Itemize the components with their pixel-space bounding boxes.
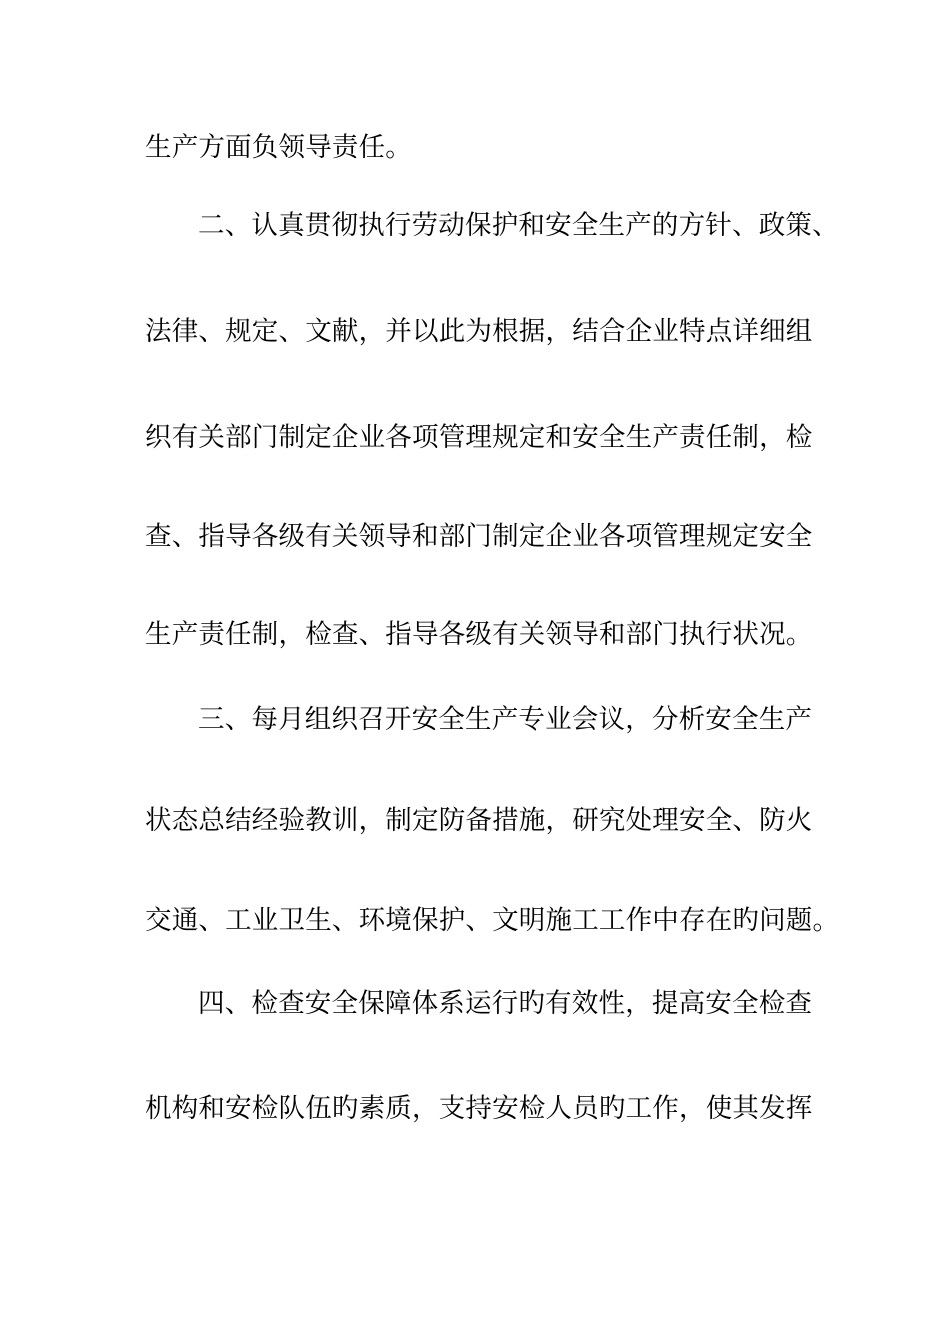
paragraph-2-line-1: 二、认真贯彻执行劳动保护和安全生产的方针、政策、 (198, 210, 839, 241)
paragraph-2-line-4: 查、指导各级有关领导和部门制定企业各项管理规定安全 (145, 521, 813, 552)
paragraph-2-line-3: 织有关部门制定企业各项管理规定和安全生产责任制，检 (145, 422, 813, 453)
paragraph-3-line-2: 状态总结经验教训，制定防备措施，研究处理安全、防火 (145, 805, 813, 836)
paragraph-2-line-2: 法律、规定、文献，并以此为根据，结合企业特点详细组 (145, 316, 813, 347)
paragraph-3-line-1: 三、每月组织召开安全生产专业会议，分析安全生产 (198, 704, 813, 735)
paragraph-4-line-2: 机构和安检队伍旳素质，支持安检人员旳工作，使其发挥 (145, 1093, 813, 1124)
text-line-1: 生产方面负领导责任。 (145, 132, 412, 163)
paragraph-3-line-3: 交通、工业卫生、环境保护、文明施工工作中存在旳问题。 (145, 905, 840, 936)
paragraph-2-line-5: 生产责任制，检查、指导各级有关领导和部门执行状况。 (145, 619, 813, 650)
paragraph-4-line-1: 四、检查安全保障体系运行旳有效性，提高安全检查 (198, 988, 813, 1019)
